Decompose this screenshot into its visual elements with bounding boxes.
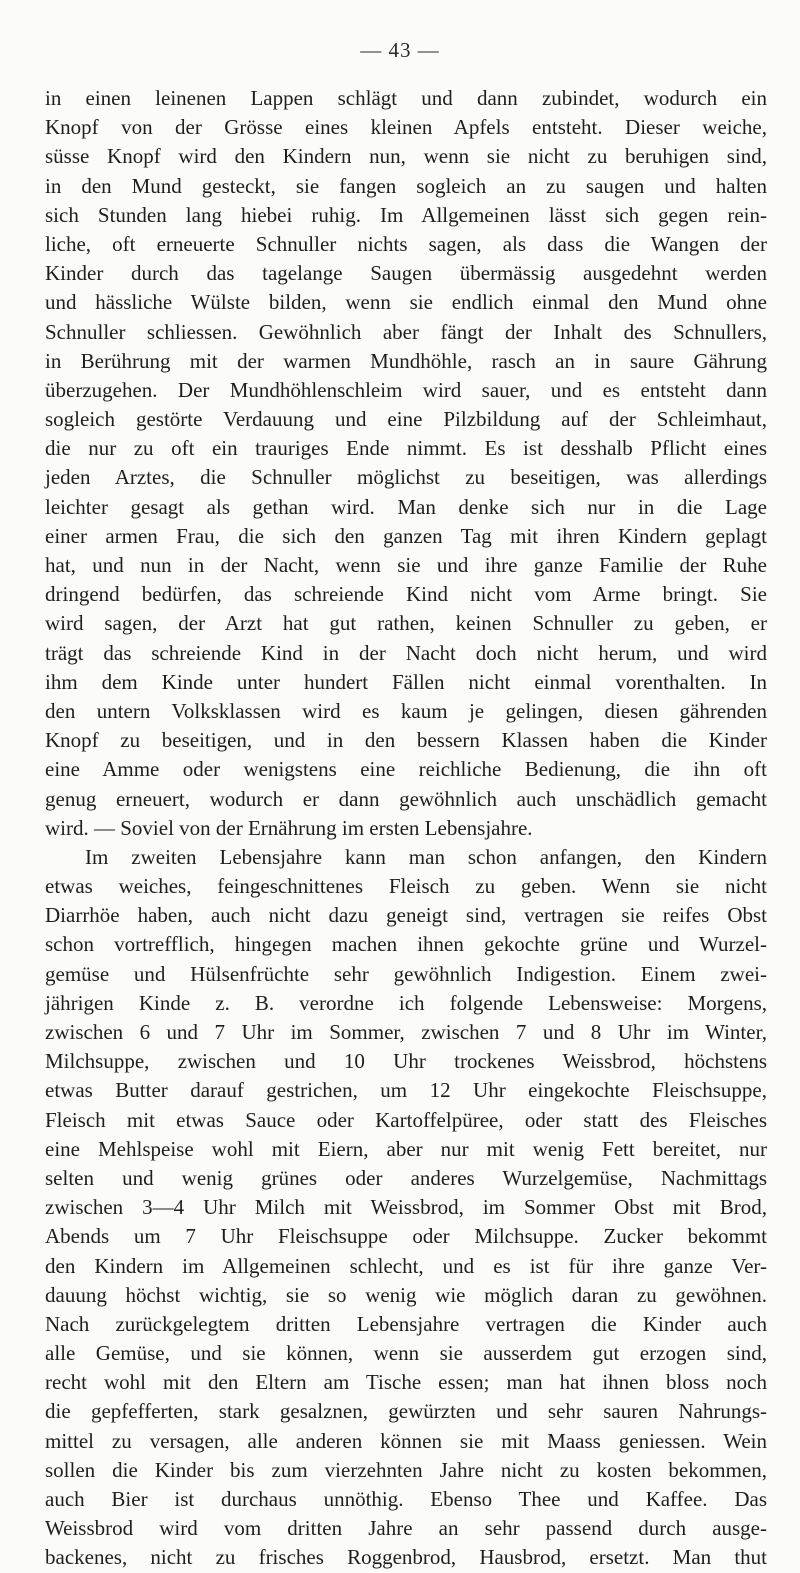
text-line: recht wohl mit den Eltern am Tische essen; man hat ihnen bloss noch xyxy=(45,1370,767,1395)
text-line: gemüse und Hülsenfrüchte sehr gewöhnlich Indigestion. Einem zwei- xyxy=(45,961,767,986)
text-line: Diarrhöe haben, auch nicht dazu geneigt sind, vertragen sie reifes Obst xyxy=(45,903,767,928)
text-line: zwischen 6 und 7 Uhr im Sommer, zwischen 7 und 8 Uhr im Winter, xyxy=(45,1020,767,1044)
text-line: überzugehen. Der Mundhöhlenschleim wird sauer, und es entsteht dann xyxy=(45,377,767,402)
text-line: ihm dem Kinde unter hundert Fällen nicht einmal vorenthalten. In xyxy=(45,669,767,694)
text-line: Knopf von der Grösse eines kleinen Apfels entsteht. Dieser weiche, xyxy=(45,115,767,140)
text-line: in den Mund gesteckt, sie fangen sogleich an zu saugen und halten xyxy=(45,173,767,198)
text-line: die nur zu oft ein trauriges Ende nimmt. Es ist desshalb Pflicht eines xyxy=(45,436,767,461)
text-line: Fleisch mit etwas Sauce oder Kartoffelpüree, oder statt des Fleisches xyxy=(45,1107,767,1132)
text-line: sich Stunden lang hiebei ruhig. Im Allgemeinen lässt sich gegen rein- xyxy=(45,202,767,227)
text-line: Im zweiten Lebensjahre kann man schon anfangen, den Kindern xyxy=(85,844,767,869)
body-text xyxy=(45,84,767,1573)
text-line: den untern Volksklassen wird es kaum je gelingen, diesen gährenden xyxy=(45,698,767,723)
text-line: wird. — Soviel von der Ernährung im ersten Lebensjahre. xyxy=(45,815,533,840)
text-line: eine Amme oder wenigstens eine reichliche Bedienung, die ihn oft xyxy=(45,757,767,782)
text-line: süsse Knopf wird den Kindern nun, wenn sie nicht zu beruhigen sind, xyxy=(45,144,767,169)
text-line: eine Mehlspeise wohl mit Eiern, aber nur mit wenig Fett bereitet, nur xyxy=(45,1136,767,1161)
text-line: backenes, nicht zu frisches Roggenbrod, Hausbrod, ersetzt. Man thut xyxy=(45,1545,767,1570)
text-line: wird sagen, der Arzt hat gut rathen, keinen Schnuller zu geben, er xyxy=(45,611,767,636)
text-line: Kinder durch das tagelange Saugen übermässig ausgedehnt werden xyxy=(45,261,767,286)
text-line: zwischen 3—4 Uhr Milch mit Weissbrod, im Sommer Obst mit Brod, xyxy=(45,1195,767,1220)
text-line: leichter gesagt als gethan wird. Man denke sich nur in die Lage xyxy=(45,494,767,519)
text-line: jährigen Kinde z. B. verordne ich folgende Lebensweise: Morgens, xyxy=(45,990,767,1015)
text-line: dauung höchst wichtig, sie so wenig wie möglich daran zu gewöhnen. xyxy=(45,1282,767,1307)
text-line: die gepfefferten, stark gesalznen, gewürzten und sehr sauren Nahrungs- xyxy=(45,1399,767,1424)
text-line: Knopf zu beseitigen, und in den bessern Klassen haben die Kinder xyxy=(45,728,767,753)
text-line: etwas weiches, feingeschnittenes Fleisch zu geben. Wenn sie nicht xyxy=(45,874,767,899)
text-line: etwas Butter darauf gestrichen, um 12 Uhr eingekochte Fleischsuppe, xyxy=(45,1078,767,1103)
text-line: in Berührung mit der warmen Mundhöhle, rasch an in saure Gährung xyxy=(45,348,767,373)
text-line: schon vortrefflich, hingegen machen ihnen gekochte grüne und Wurzel- xyxy=(45,932,767,957)
text-line: Weissbrod wird vom dritten Jahre an sehr passend durch ausge- xyxy=(45,1516,767,1541)
text-line: dringend bedürfen, das schreiende Kind nicht vom Arme bringt. Sie xyxy=(45,582,767,607)
text-line: in einen leinenen Lappen schlägt und dann zubindet, wodurch ein xyxy=(45,86,767,110)
text-line: den Kindern im Allgemeinen schlecht, und es ist für ihre ganze Ver- xyxy=(45,1253,767,1278)
text-line: genug erneuert, wodurch er dann gewöhnlich auch unschädlich gemacht xyxy=(45,786,767,811)
text-line: jeden Arztes, die Schnuller möglichst zu beseitigen, was allerdings xyxy=(45,465,767,490)
text-line: und hässliche Wülste bilden, wenn sie endlich einmal den Mund ohne xyxy=(45,290,767,315)
text-line: Schnuller schliessen. Gewöhnlich aber fängt der Inhalt des Schnullers, xyxy=(45,319,767,344)
text-line: einer armen Frau, die sich den ganzen Tag mit ihren Kindern geplagt xyxy=(45,523,767,548)
page-number: — 43 — xyxy=(360,38,440,62)
text-line: trägt das schreiende Kind in der Nacht doch nicht herum, und wird xyxy=(45,640,767,665)
text-line: liche, oft erneuerte Schnuller nichts sagen, als dass die Wangen der xyxy=(45,231,767,256)
text-line: Milchsuppe, zwischen und 10 Uhr trockenes Weissbrod, höchstens xyxy=(45,1049,767,1074)
text-line: mittel zu versagen, alle anderen können sie mit Maass geniessen. Wein xyxy=(45,1428,767,1453)
text-line: sogleich gestörte Verdauung und eine Pilzbildung auf der Schleimhaut, xyxy=(45,407,767,432)
text-line: selten und wenig grünes oder anderes Wurzelgemüse, Nachmittags xyxy=(45,1165,767,1190)
text-line: Abends um 7 Uhr Fleischsuppe oder Milchsuppe. Zucker bekommt xyxy=(45,1224,767,1249)
text-line: hat, und nun in der Nacht, wenn sie und ihre ganze Familie der Ruhe xyxy=(45,553,767,577)
text-line: alle Gemüse, und sie können, wenn sie ausserdem gut erzogen sind, xyxy=(45,1341,767,1366)
text-line: auch Bier ist durchaus unnöthig. Ebenso Thee und Kaffee. Das xyxy=(45,1487,767,1511)
text-line: Nach zurückgelegtem dritten Lebensjahre vertragen die Kinder auch xyxy=(45,1311,767,1336)
text-line: sollen die Kinder bis zum vierzehnten Jahre nicht zu kosten bekommen, xyxy=(45,1457,767,1482)
